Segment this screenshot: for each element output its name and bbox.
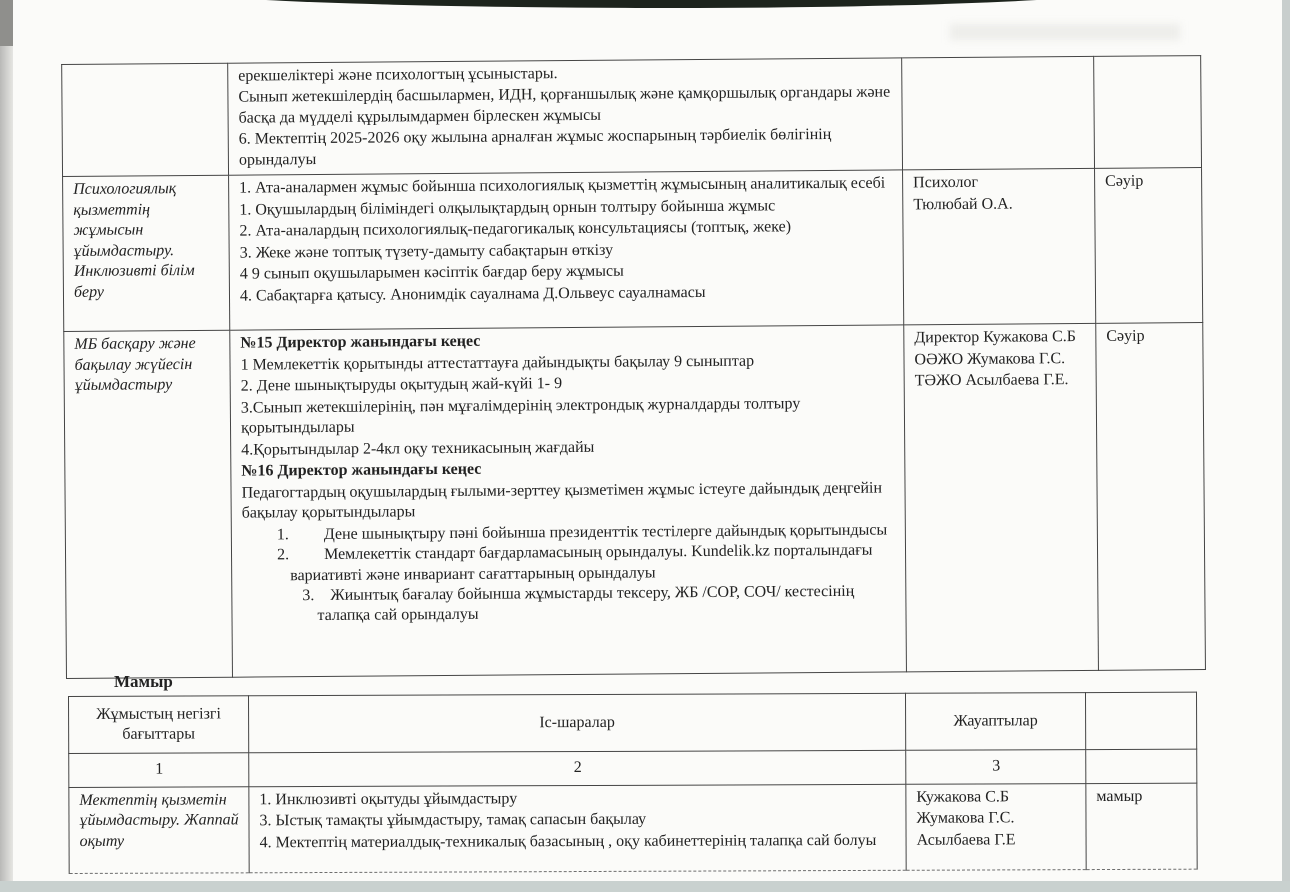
table-row xyxy=(64,323,1206,679)
scan-edge-bottom xyxy=(0,881,1290,892)
scan-edge-left xyxy=(0,0,13,892)
activity-line: 1. Ата-аналармен жұмыс бойынша психологиялық қызметтің жұмысының аналитикалық есебі xyxy=(239,174,886,197)
direction-text: Мектептің қызметін ұйымдастыру. Жаппай оқыту xyxy=(79,791,239,850)
activity-line: 4 9 сынып оқушыларымен кәсіптік бағдар беру жұмысы xyxy=(239,262,624,283)
column-number: 3 xyxy=(906,750,1086,785)
list-item-number: 2. xyxy=(276,546,290,564)
term-cell xyxy=(1094,56,1202,169)
activity-line: 3. Ыстық тамақты ұйымдастыру, тамақ сапасын бақылау xyxy=(259,811,647,830)
activity-line: 1. Инклюзивті оқытуды ұйымдастыру xyxy=(259,790,518,809)
direction-text: Психологиялық қызметтің жұмысын ұйымдастыру. Инклюзивті білім беру xyxy=(73,180,195,301)
responsible-line: ОӘЖО Жумакова Г.С. xyxy=(914,349,1066,369)
list-item-number: 3. xyxy=(302,587,315,605)
table-row xyxy=(69,783,1197,873)
activity-line: 6. Мектептің 2025-2026 оқу жылына арналған жұмыс жоспарының тәрбиелік бөлігінің орындалуы xyxy=(238,126,832,169)
scan-edge-right xyxy=(1282,0,1290,892)
table-header-row xyxy=(69,692,1197,753)
responsible-line: Психолог xyxy=(913,174,979,192)
list-item xyxy=(242,541,896,587)
activity-line: ерекшеліктері және психологтың ұсыныстары. xyxy=(238,65,558,85)
activity-line: 4. Мектептің материалдық-техникалық базасының , оқу кабинеттерінің талапқа сай болуы xyxy=(259,831,877,852)
activity-line: 4. Сабақтарға қатысу. Анонимдік сауалнама Д.Ольвеус сауалнамасы xyxy=(239,283,706,305)
responsible-line: Асылбаева Г.Е xyxy=(916,831,1016,849)
column-header-responsible: Жауаптылар xyxy=(905,693,1085,751)
activity-line: 1 Мемлекеттік қорытынды аттестаттауға дайындықты бақылау 9 сыныптар xyxy=(240,352,755,374)
list-item-text: Жиынтық бағалау бойынша жұмыстарды тексеру, ЖБ /СОР, СОЧ/ кестесінің талапқа сай орындалуы xyxy=(317,582,855,625)
activity-line: 2. Ата-аналардың психологиялық-педагогикалық консультациясы (топтық, жеке) xyxy=(239,218,792,240)
column-number: 2 xyxy=(249,750,906,787)
meeting-title: №16 Директор жанындағы кеңес xyxy=(241,460,482,480)
may-plan-table xyxy=(68,692,1198,874)
scan-smudge xyxy=(950,24,1180,40)
activity-line: 2. Дене шынықтыруды оқытудың жай-күйі 1- 9 xyxy=(240,375,563,395)
responsible-line: ТӘЖО Асылбаева Г.Е. xyxy=(914,371,1069,390)
activities-cell xyxy=(228,58,903,176)
responsible-cell xyxy=(903,169,1096,326)
activity-line: Сынып жетекшілердің басшылармен, ИДН, қорғаншылық және қамқоршылық органдары және басқа да мүдделі құрылымдармен бірлескен жұмысы xyxy=(238,83,891,127)
term-cell xyxy=(1086,783,1197,869)
column-header-activities: Іс-шаралар xyxy=(249,693,906,753)
meeting-intro: Педагогтардың оқушылардың ғылыми-зерттеу қызметімен жұмыс істеуге дайындық деңгейін бақылау қорытындылары xyxy=(241,479,883,522)
activity-line: 3. Жеке және топтық түзету-дамыту сабақтарын өткізу xyxy=(239,241,614,262)
activity-line: 1. Оқушылардың біліміндегі олқылықтардың орнын толтыру бойынша жұмыс xyxy=(239,197,776,219)
term-cell xyxy=(1096,323,1206,671)
term-cell xyxy=(1095,168,1203,324)
activities-cell xyxy=(230,325,907,677)
list-item xyxy=(242,581,896,627)
table-row xyxy=(62,56,1202,177)
term-text: Сәуір xyxy=(1105,172,1144,191)
list-item-text: Мемлекеттік стандарт бағдарламасының орындалуы. Kundelik.kz порталындағы вариативті және инвариант сағаттарының орындалуы xyxy=(290,541,873,584)
responsible-line: Кужакова С.Б xyxy=(916,788,1010,806)
direction-cell xyxy=(62,63,229,177)
direction-cell xyxy=(69,787,249,874)
term-text: Сәуір xyxy=(1106,327,1145,346)
column-number xyxy=(1086,749,1197,783)
term-text: мамыр xyxy=(1096,787,1143,806)
activity-line: 4.Қорытындылар 2-4кл оқу техникасының жағдайы xyxy=(241,438,595,459)
responsible-cell xyxy=(904,324,1099,672)
april-plan-table xyxy=(61,55,1206,679)
meeting-title: №15 Директор жанындағы кеңес xyxy=(240,333,481,352)
table-row xyxy=(63,168,1203,332)
scan-corner-mark xyxy=(0,0,13,46)
list-item-number: 1. xyxy=(276,525,289,543)
column-header-directions: Жұмыстың негізгі бағыттары xyxy=(69,696,249,754)
scan-top-dark-band xyxy=(168,0,1143,8)
list-item-text: Дене шынықтыру пәні бойынша президенттік тестілерге дайындық қорытындысы xyxy=(323,521,888,543)
responsible-line: Директор Кужакова С.Б xyxy=(914,328,1077,347)
activities-cell xyxy=(229,170,904,330)
direction-text: МБ басқару және бақылау жүйесін ұйымдастыру xyxy=(74,335,196,395)
direction-cell xyxy=(64,331,233,679)
column-number-row xyxy=(69,749,1197,787)
responsible-cell xyxy=(906,784,1086,871)
responsible-cell xyxy=(902,56,1095,170)
column-header-term xyxy=(1085,692,1196,749)
responsible-line: Жумакова Г.С. xyxy=(916,809,1015,828)
month-heading: Мамыр xyxy=(114,672,173,691)
activities-cell xyxy=(249,784,906,873)
direction-cell xyxy=(63,176,230,332)
responsible-line: Тюлюбай О.А. xyxy=(913,195,1013,214)
column-number: 1 xyxy=(69,753,249,788)
activity-line: 3.Сынып жетекшілерінің, пән мұғалімдерінің электрондық журналдарды толтыру қорытындылары xyxy=(240,394,801,437)
